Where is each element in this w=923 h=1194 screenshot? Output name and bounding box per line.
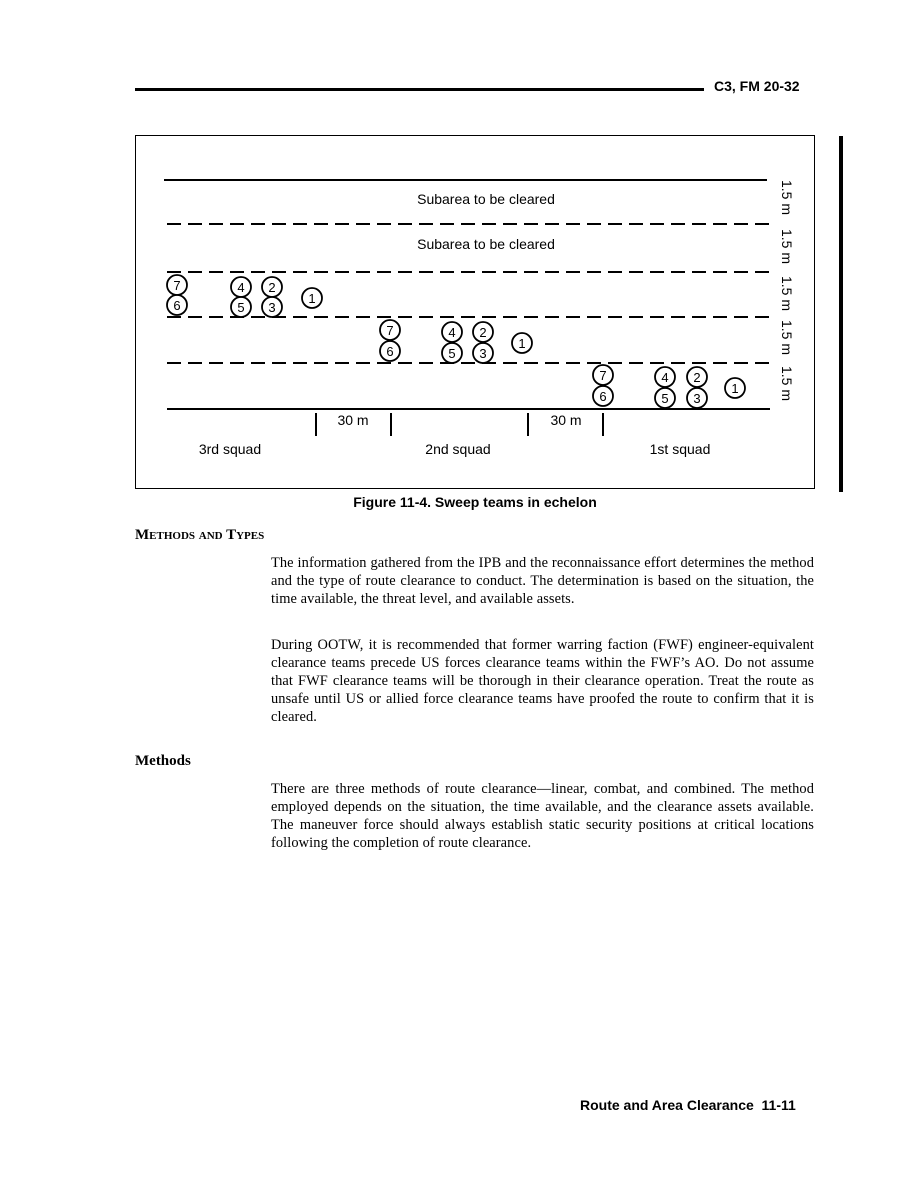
section-heading-methods: Methods [135,753,191,769]
member-7 [593,365,613,385]
change-bar [839,136,843,492]
svg-text:4: 4 [661,370,669,385]
member-3 [262,297,282,317]
footer-title: Route and Area Clearance [580,1097,754,1113]
lane-width-label: 1.5 m [779,320,795,356]
member-5 [655,388,675,408]
svg-text:7: 7 [173,278,181,293]
squad-1st-team [593,365,745,408]
member-4 [655,367,675,387]
member-5 [231,297,251,317]
member-7 [167,275,187,295]
spacing-label: 30 m [550,412,582,428]
svg-text:4: 4 [448,325,456,340]
heading-text: Methods and Types [135,527,265,543]
squad-3rd-team [167,275,322,317]
svg-text:6: 6 [386,344,394,359]
svg-text:5: 5 [448,346,456,361]
section-heading-methods-and-types [135,527,264,544]
svg-text:1: 1 [731,381,739,396]
sweep-teams-diagram [136,136,814,488]
member-1 [725,378,745,398]
squad-label-2nd: 2nd squad [425,441,491,457]
member-6 [380,341,400,361]
member-2 [262,277,282,297]
lane-width-label: 1.5 m [779,366,795,402]
figure-caption: Figure 11-4. Sweep teams in echelon [353,494,597,510]
svg-text:4: 4 [237,280,245,295]
svg-text:6: 6 [173,298,181,313]
member-2 [687,367,707,387]
svg-text:1: 1 [308,291,316,306]
page-footer [580,1097,796,1113]
subarea-label-1: Subarea to be cleared [417,191,555,207]
header-rule [135,88,704,91]
lane-width-label: 1.5 m [779,229,795,265]
spacing-label: 30 m [337,412,369,428]
figure-sweep-teams [135,135,815,489]
svg-text:7: 7 [599,368,607,383]
svg-text:5: 5 [661,391,669,406]
svg-text:1: 1 [518,336,526,351]
lane-width-label: 1.5 m [779,180,795,216]
member-4 [442,322,462,342]
squad-label-1st: 1st squad [649,441,711,457]
member-5 [442,343,462,363]
svg-text:3: 3 [693,391,701,406]
paragraph: There are three methods of route clearance—linear, combat, and combined. The method employed depends on the situation, the time available, and the clearance assets available. The maneuver force should always establish static security positions at critical locations following the completion of route clearance. [271,781,814,851]
member-1 [302,288,322,308]
svg-text:3: 3 [268,300,276,315]
member-3 [687,388,707,408]
member-2 [473,322,493,342]
header-doc-id: C3, FM 20-32 [714,78,800,94]
svg-text:3: 3 [479,346,487,361]
paragraph: During OOTW, it is recommended that former warring faction (FWF) engineer-equivalent clearance teams precede US forces clearance teams within the FWF’s AO. Do not assume that FWF clearance teams will be thorough in their clearance operation. Treat the route as unsafe until US or allied force clearance teams have proofed the route to confirm that it is cleared. [271,637,814,725]
member-6 [593,386,613,406]
squad-2nd-team [380,320,532,363]
svg-text:5: 5 [237,300,245,315]
paragraph: The information gathered from the IPB and the reconnaissance effort determines the method and the type of route clearance to conduct. The determination is based on the situation, the time available, the threat level, and available assets. [271,555,814,607]
svg-text:7: 7 [386,323,394,338]
footer-page-number: 11-11 [761,1097,796,1113]
svg-text:2: 2 [268,280,276,295]
member-1 [512,333,532,353]
svg-text:2: 2 [693,370,701,385]
member-3 [473,343,493,363]
member-7 [380,320,400,340]
lane-width-label: 1.5 m [779,276,795,312]
member-4 [231,277,251,297]
svg-text:2: 2 [479,325,487,340]
svg-text:6: 6 [599,389,607,404]
squad-label-3rd: 3rd squad [198,441,262,457]
subarea-label-2: Subarea to be cleared [417,236,555,252]
member-6 [167,295,187,315]
